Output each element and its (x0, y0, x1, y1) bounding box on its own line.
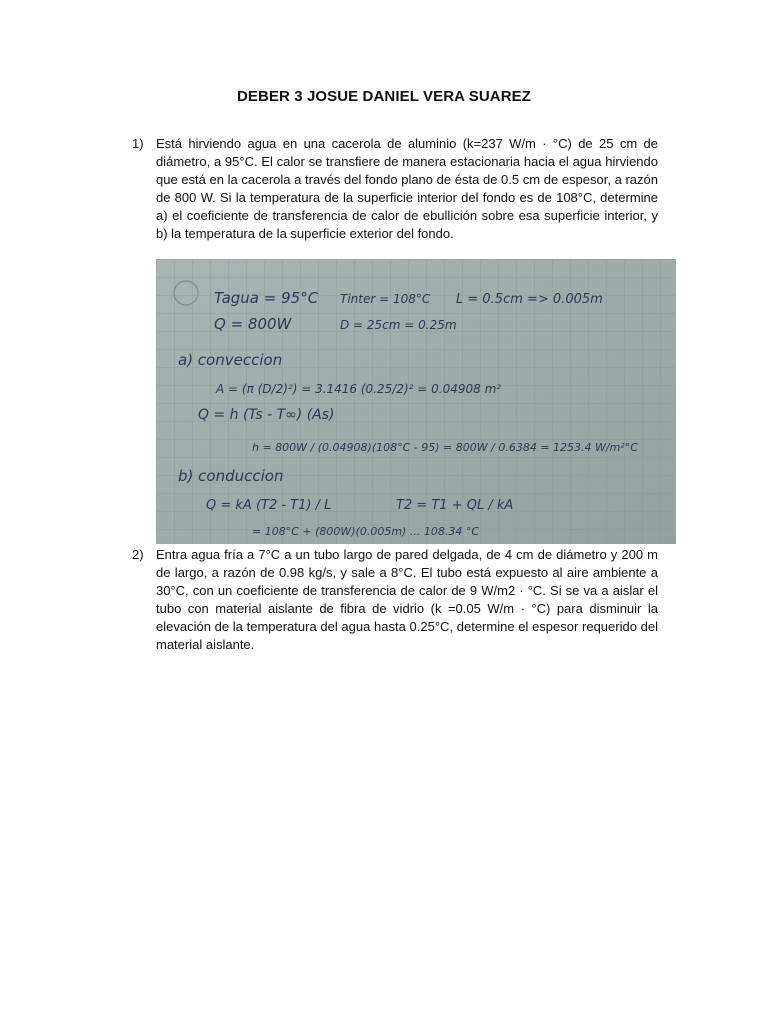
problem-text: Entra agua fría a 7°C a un tubo largo de pared delgada, de 4 cm de diámetro y 200 m de largo, a razón de 0.98 kg/s, y sale a 8°C. El tubo está expuesto al aire ambiente a 30°C, con un coeficiente de transferencia de calor de 9 W/m2 · °C. Si se va a aislar el tubo con material aislante de fibra de vidrio (k =0.05 W/m · °C) para disminuir la elevación de la temperatura del agua hasta 0.25°C, determine el espesor requerido del material aislante. (156, 547, 658, 653)
problem-text: Está hirviendo agua en una cacerola de aluminio (k=237 W/m · °C) de 25 cm de diámetro, a 95°C. El calor se transfiere de manera estacionaria hacia el agua hirviendo que está en la cacerola a través del fondo plano de ésta de 0.5 cm de espesor, a razón de 800 W. Si la temperatura de la superficie interior del fondo es de 108°C, determine a) el coeficiente de transferencia de calor de ebullición sobre esa superficie interior, y b) la temperatura de la superficie exterior del fondo. (156, 136, 658, 242)
hw-line-2a: Q = 800W (214, 315, 292, 333)
hw-q-cond: Q = kA (T2 - T1) / L (206, 498, 332, 513)
handwritten-solution-photo (156, 259, 676, 544)
hw-t2-eq: T2 = T1 + QL / kA (396, 498, 514, 513)
document-title: DEBER 3 JOSUE DANIEL VERA SUAREZ (236, 88, 532, 105)
hw-part-b: b) conduccion (178, 467, 284, 485)
problem-number: 2) (132, 547, 144, 562)
hw-line-1b: Tinter = 108°C (340, 292, 431, 306)
hw-t2-val: = 108°C + (800W)(0.005m) ... 108.34 °C (252, 525, 479, 538)
hw-h-eq: h = 800W / (0.04908)(108°C - 95) = 800W / 0.6384 = 1253.4 W/m²°C (252, 441, 638, 454)
hw-line-1c: L = 0.5cm => 0.005m (456, 292, 603, 307)
hw-part-a: a) conveccion (178, 351, 283, 369)
hw-area: A = (π (D/2)²) = 3.1416 (0.25/2)² = 0.04908 m² (216, 382, 502, 396)
hw-line-2b: D = 25cm = 0.25m (340, 318, 457, 332)
hw-line-1a: Tagua = 95°C (214, 289, 319, 307)
grid-paper-image (156, 259, 676, 544)
hw-q-conv: Q = h (Ts - T∞) (As) (198, 407, 335, 423)
problem-number: 1) (132, 136, 144, 151)
